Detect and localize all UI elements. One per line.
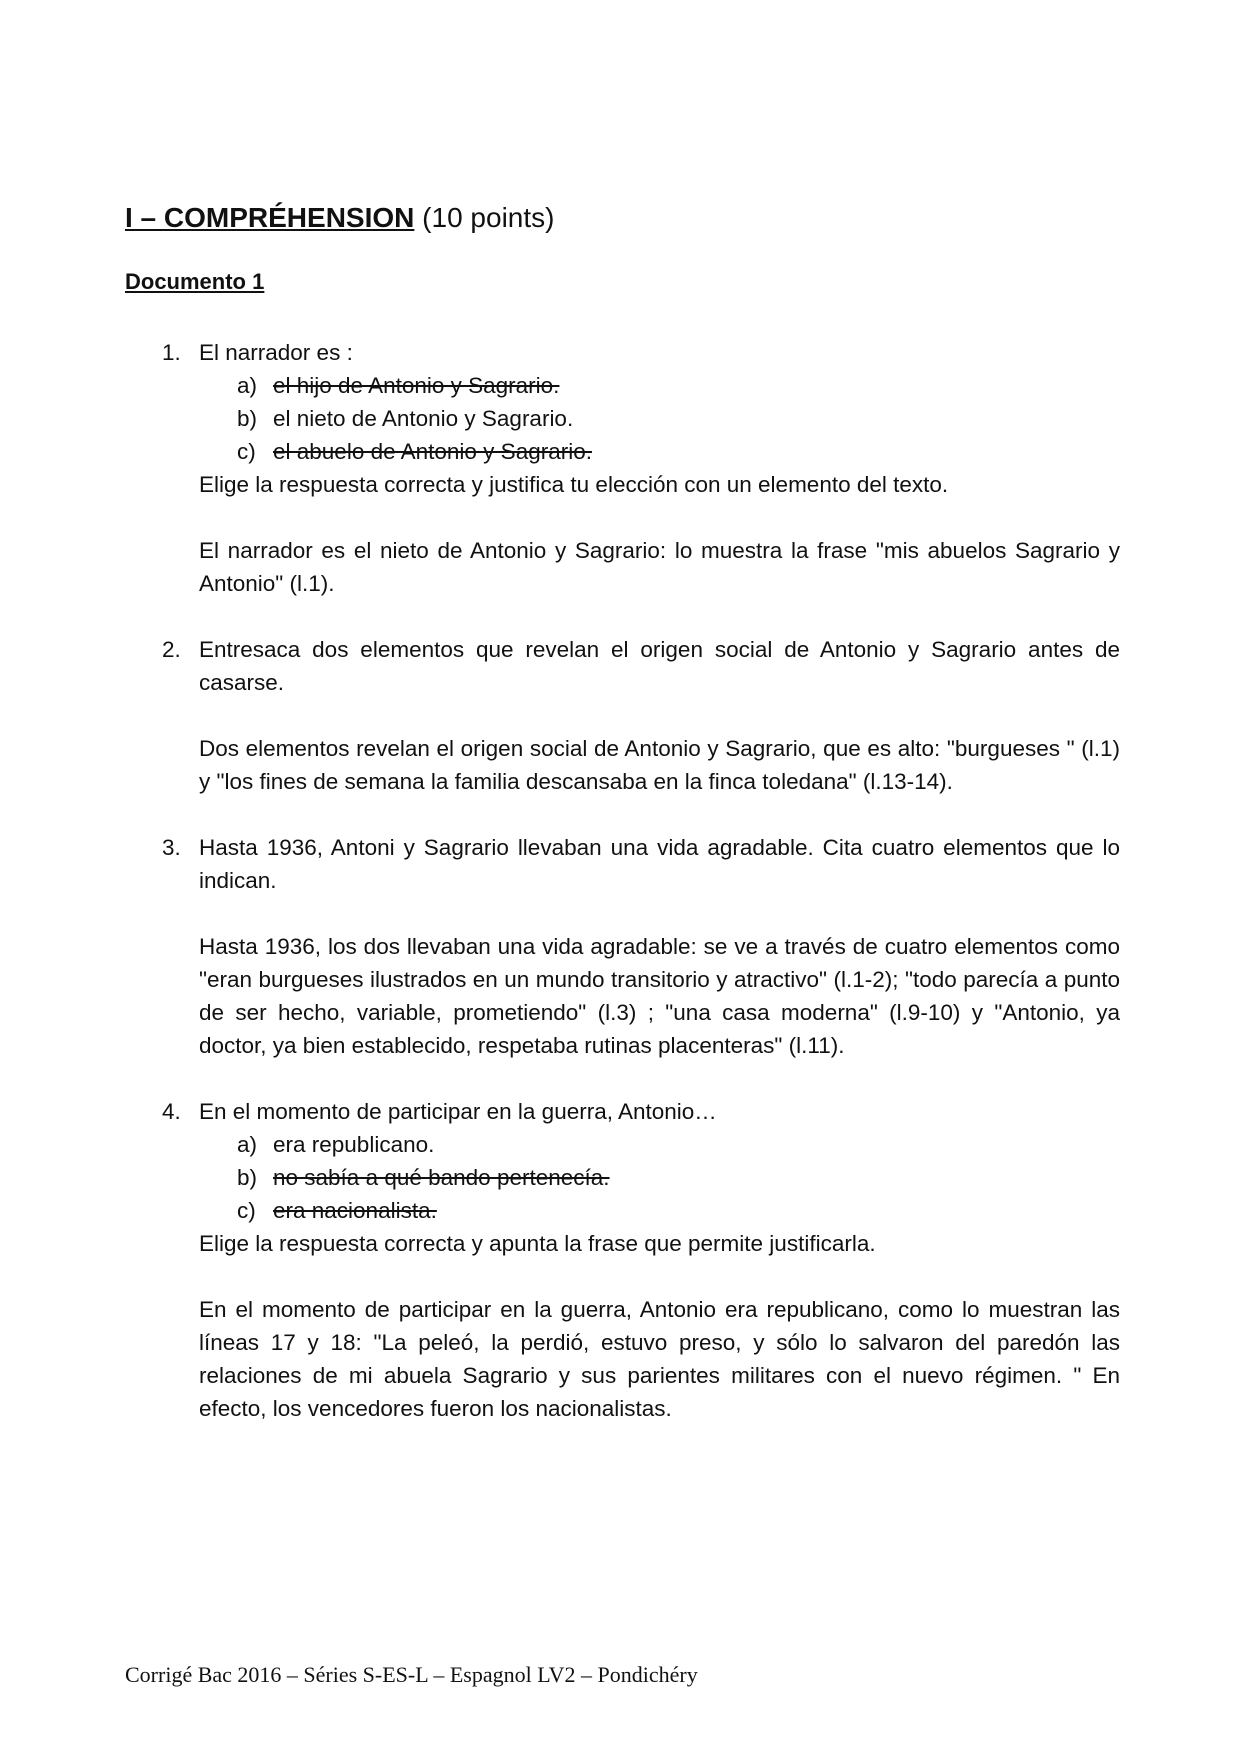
option-b-struck <box>237 1161 1120 1194</box>
question-2 <box>125 633 1120 798</box>
section-points: (10 points) <box>422 202 555 233</box>
option-letter: b) <box>237 406 258 431</box>
option-letter: a) <box>237 373 258 398</box>
section-heading <box>125 198 1120 238</box>
option-text: el nieto de Antonio y Sagrario. <box>273 406 574 431</box>
questions-list <box>125 336 1120 1425</box>
option-letter: c) <box>237 1198 256 1223</box>
option-text: el abuelo de Antonio y Sagrario. <box>273 439 592 464</box>
option-text: era nacionalista. <box>273 1198 437 1223</box>
question-4 <box>125 1095 1120 1425</box>
question-number: 4. <box>162 1099 181 1124</box>
option-text: no sabía a qué bando pertenecía. <box>273 1165 610 1190</box>
option-c-struck <box>237 1194 1120 1227</box>
answer-text: El narrador es el nieto de Antonio y Sagrario: lo muestra la frase "mis abuelos Sagrario y Antonio" (l.1). <box>199 538 1120 596</box>
answer-text: En el momento de participar en la guerra, Antonio era republicano, como lo muestran las líneas 17 y 18: "La peleó, la perdió, estuvo preso, y sólo lo salvaron del paredón las relaciones de mi abuela Sagrario y sus parientes militares con el nuevo régimen. " En efecto, los vencedores fueron los nacionalistas. <box>199 1297 1120 1421</box>
option-a <box>237 1128 1120 1161</box>
question-number: 2. <box>162 637 181 662</box>
options-list <box>237 1128 1120 1227</box>
question-text: En el momento de participar en la guerra, Antonio… <box>199 1099 717 1124</box>
option-text: era republicano. <box>273 1132 435 1157</box>
question-text: El narrador es : <box>199 340 353 365</box>
document-title: Documento 1 <box>125 269 265 294</box>
question-1 <box>125 336 1120 600</box>
question-instruction: Elige la respuesta correcta y apunta la frase que permite justificarla. <box>199 1231 876 1256</box>
question-instruction: Elige la respuesta correcta y justifica tu elección con un elemento del texto. <box>199 472 949 497</box>
page-content <box>125 198 1120 1425</box>
question-text: Hasta 1936, Antoni y Sagrario llevaban una vida agradable. Cita cuatro elementos que lo indican. <box>199 835 1120 893</box>
question-text: Entresaca dos elementos que revelan el origen social de Antonio y Sagrario antes de casarse. <box>199 637 1120 695</box>
option-a-struck <box>237 369 1120 402</box>
question-number: 1. <box>162 340 181 365</box>
question-number: 3. <box>162 835 181 860</box>
question-3 <box>125 831 1120 1062</box>
options-list <box>237 369 1120 468</box>
answer-text: Dos elementos revelan el origen social de Antonio y Sagrario, que es alto: "burgueses " (l.1) y "los fines de semana la familia descansaba en la finca toledana" (l.13-14). <box>199 736 1120 794</box>
option-letter: b) <box>237 1165 258 1190</box>
option-letter: a) <box>237 1132 258 1157</box>
option-text: el hijo de Antonio y Sagrario. <box>273 373 560 398</box>
answer-text: Hasta 1936, los dos llevaban una vida agradable: se ve a través de cuatro elementos como "eran burgueses ilustrados en un mundo transitorio y atractivo" (l.1-2); "todo parecía a punto de ser hecho, variable, prometiendo" (l.3) ; "una casa moderna" (l.9-10) y "Antonio, ya doctor, ya bien establecido, respetaba rutinas placenteras" (l.11). <box>199 934 1120 1058</box>
option-c-struck <box>237 435 1120 468</box>
option-letter: c) <box>237 439 256 464</box>
page-footer: Corrigé Bac 2016 – Séries S-ES-L – Espagnol LV2 – Pondichéry <box>125 1662 698 1687</box>
section-title: I – COMPRÉHENSION <box>125 202 415 233</box>
option-b <box>237 402 1120 435</box>
